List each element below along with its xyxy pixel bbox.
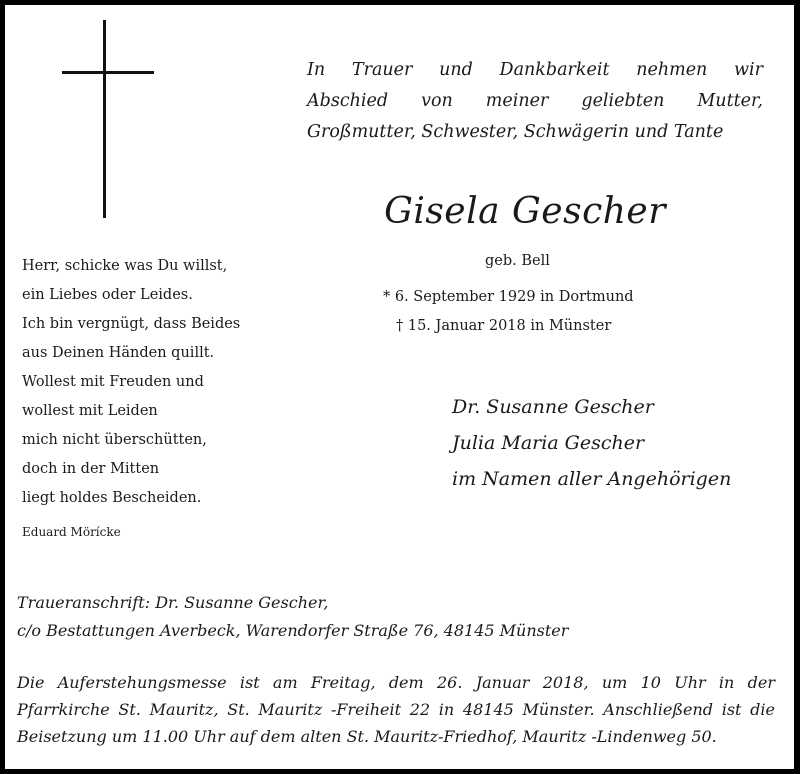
poem-line: liegt holdes Bescheiden. — [22, 490, 202, 506]
family-line: Julia Maria Gescher — [452, 432, 645, 454]
poem-line: wollest mit Leiden — [22, 403, 158, 419]
mourning-address — [17, 589, 568, 645]
cross-icon-horizontal — [62, 71, 154, 74]
death-date: † 15. Januar 2018 in Münster — [396, 318, 612, 334]
family-line: im Namen aller Angehörigen — [452, 468, 732, 490]
service-line: Pfarrkirche St. Mauritz, St. Mauritz -Freiheit 22 in 48145 Münster. Anschließend ist die — [17, 700, 775, 719]
address-line: c/o Bestattungen Averbeck, Warendorfer Straße 76, 48145 Münster — [17, 621, 569, 640]
intro-line: In Trauer und Dankbarkeit nehmen wir — [307, 60, 763, 80]
intro-line: Großmutter, Schwester, Schwägerin und Tante — [307, 122, 724, 142]
family-signatures — [452, 389, 731, 497]
cross-icon-vertical — [103, 20, 106, 218]
service-details — [17, 669, 775, 750]
service-line: Beisetzung um 11.00 Uhr auf dem alten St. Mauritz-Friedhof, Mauritz -Lindenweg 50. — [17, 727, 717, 746]
poem-line: mich nicht überschütten, — [22, 432, 207, 448]
intro-line: Abschied von meiner geliebten Mutter, — [307, 91, 763, 111]
poem-line: Ich bin vergnügt, dass Beides — [22, 316, 241, 332]
poem-line: aus Deinen Händen quillt. — [22, 345, 215, 361]
maiden-name: geb. Bell — [485, 253, 550, 269]
address-line: Traueranschrift: Dr. Susanne Gescher, — [17, 593, 329, 612]
poem-line: Herr, schicke was Du willst, — [22, 258, 228, 274]
poem-line: doch in der Mitten — [22, 461, 160, 477]
birth-date: * 6. September 1929 in Dortmund — [383, 289, 634, 305]
poem-line: Wollest mit Freuden und — [22, 374, 204, 390]
poem — [22, 252, 240, 513]
obituary-notice — [5, 5, 794, 769]
family-line: Dr. Susanne Gescher — [452, 396, 654, 418]
poem-line: ein Liebes oder Leides. — [22, 287, 193, 303]
deceased-name: Gisela Gescher — [384, 191, 666, 232]
intro-text — [307, 55, 763, 148]
poem-author: Eduard Mörícke — [22, 525, 121, 539]
service-line: Die Auferstehungsmesse ist am Freitag, dem 26. Januar 2018, um 10 Uhr in der — [17, 673, 775, 692]
